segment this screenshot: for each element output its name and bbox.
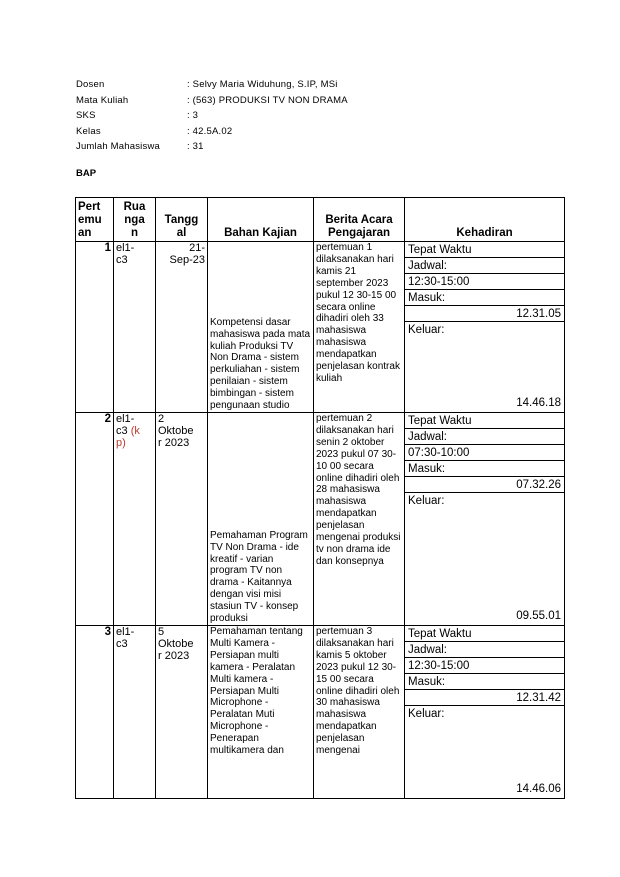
masuk-label: Masuk:	[405, 674, 564, 690]
row-ruangan	[114, 626, 156, 799]
info-row-sks	[76, 108, 348, 124]
header-tanggal-text: Tangg al	[164, 214, 199, 239]
row-number: 2	[76, 413, 114, 626]
keluar-value-text: 14.46.18	[516, 397, 561, 409]
info-row-dosen	[76, 77, 348, 93]
ruangan-extra: (k p)	[116, 425, 140, 449]
row-bahan-kajian: Pemahaman Program TV Non Drama - ide kreatif - varian program TV non drama - Kaitannya dengan visi misi stasiun TV - konsep produksi	[208, 413, 314, 626]
keluar-value-text: 14.46.06	[516, 783, 561, 795]
keluar-label: Keluar:	[408, 708, 445, 720]
kehadiran-box	[405, 626, 564, 798]
row-bahan-kajian: Kompetensi dasar mahasiswa pada mata kuliah Produksi TV Non Drama - sistem perkuliahan - sistem penilaian - sistem bimbingan - sistem pengunaan studio	[208, 242, 314, 413]
keluar-value	[405, 722, 564, 798]
jadwal-value: 12:30-15:00	[405, 658, 564, 674]
info-label: Kelas	[76, 125, 101, 137]
header-bahan-text: Bahan Kajian	[224, 227, 297, 239]
header-berita-text: Berita Acara Pengajaran	[325, 214, 393, 239]
info-value: : 31	[187, 141, 204, 152]
header-kehadiran	[405, 198, 565, 242]
row-number: 1	[76, 242, 114, 413]
info-row-jumlah-mahasiswa	[76, 139, 348, 155]
row-kehadiran	[405, 242, 565, 413]
status-label: Tepat Waktu	[405, 242, 564, 258]
row-berita-acara: pertemuan 1 dilaksanakan hari kamis 21 september 2023 pukul 12 30-15 00 secara online dihadiri oleh 33 mahasiswa mahasiswa mendapatkan penjelasan kontrak kuliah	[314, 242, 405, 413]
status-label: Tepat Waktu	[405, 626, 564, 642]
jadwal-label: Jadwal:	[405, 642, 564, 658]
tanggal-text: 21- Sep-23	[169, 242, 205, 266]
masuk-label: Masuk:	[405, 290, 564, 306]
masuk-label: Masuk:	[405, 461, 564, 477]
masuk-value: 12.31.42	[405, 690, 564, 706]
kehadiran-box	[405, 413, 564, 625]
header-bahan	[208, 198, 314, 242]
row-kehadiran	[405, 413, 565, 626]
info-value: : Selvy Maria Widuhung, S.IP, MSi	[187, 79, 338, 90]
info-label: Dosen	[76, 79, 105, 90]
row-ruangan	[114, 242, 156, 413]
info-row-kelas	[76, 124, 348, 140]
jadwal-label: Jadwal:	[405, 429, 564, 445]
masuk-value: 12.31.05	[405, 306, 564, 322]
row-tanggal	[156, 626, 208, 799]
row-berita-acara: pertemuan 3 dilaksanakan hari kamis 5 oktober 2023 pukul 12 30-15 00 secara online dihadiri oleh 30 mahasiswa mahasiswa mendapatkan penjelasan mengenai	[314, 626, 405, 799]
section-title: BAP	[76, 168, 97, 179]
header-ruangan	[114, 198, 156, 242]
kehadiran-box	[405, 242, 564, 412]
ruangan-text: el1- c3	[116, 626, 135, 650]
table-header-row	[76, 198, 565, 242]
row-tanggal	[156, 413, 208, 626]
header-ruangan-text: Rua nga n	[123, 201, 146, 239]
info-value: : 3	[187, 110, 199, 121]
header-pertemuan-text: Pert emu an	[78, 201, 102, 239]
row-number: 3	[76, 626, 114, 799]
header-pertemuan	[76, 198, 114, 242]
info-row-mata-kuliah	[76, 93, 348, 109]
row-kehadiran	[405, 626, 565, 799]
jadwal-label: Jadwal:	[405, 258, 564, 274]
row-berita-acara: pertemuan 2 dilaksanakan hari senin 2 oktober 2023 pukul 07 30-10 00 secara online dihadiri oleh 28 mahasiswa mahasiswa mendapatkan penjelasan mengenai produksi tv non drama ide dan konsepnya	[314, 413, 405, 626]
info-label: Jumlah Mahasiswa	[76, 141, 160, 152]
row-tanggal	[156, 242, 208, 413]
keluar-label: Keluar:	[408, 324, 445, 336]
header-berita	[314, 198, 405, 242]
course-info	[76, 77, 348, 155]
jadwal-value: 07:30-10:00	[405, 445, 564, 461]
table-row	[76, 242, 565, 413]
info-label: SKS	[76, 110, 96, 121]
info-label: Mata Kuliah	[76, 94, 129, 106]
status-label: Tepat Waktu	[405, 413, 564, 429]
header-kehadiran-text: Kehadiran	[456, 227, 513, 239]
tanggal-text: 2 Oktobe r 2023	[158, 413, 194, 449]
info-value: : 42.5A.02	[187, 125, 233, 137]
keluar-value-text: 09.55.01	[516, 610, 561, 622]
table-row	[76, 626, 565, 799]
keluar-value	[405, 338, 564, 412]
keluar-label: Keluar:	[408, 495, 445, 507]
tanggal-text: 5 Oktobe r 2023	[158, 626, 194, 662]
masuk-value: 07.32.26	[405, 477, 564, 493]
ruangan-text: el1- c3	[116, 413, 135, 437]
header-tanggal	[156, 198, 208, 242]
row-bahan-kajian: Pemahaman tentang Multi Kamera - Persiapan multi kamera - Peralatan Multi kamera - Persiapan Multi Microphone - Peralatan Muti Microphone - Penerapan multikamera dan	[208, 626, 314, 799]
table-row	[76, 413, 565, 626]
keluar-value	[405, 509, 564, 625]
row-ruangan	[114, 413, 156, 626]
jadwal-value: 12:30-15:00	[405, 274, 564, 290]
bap-table	[75, 197, 565, 799]
info-value: : (563) PRODUKSI TV NON DRAMA	[187, 94, 348, 106]
ruangan-text: el1- c3	[116, 242, 135, 266]
